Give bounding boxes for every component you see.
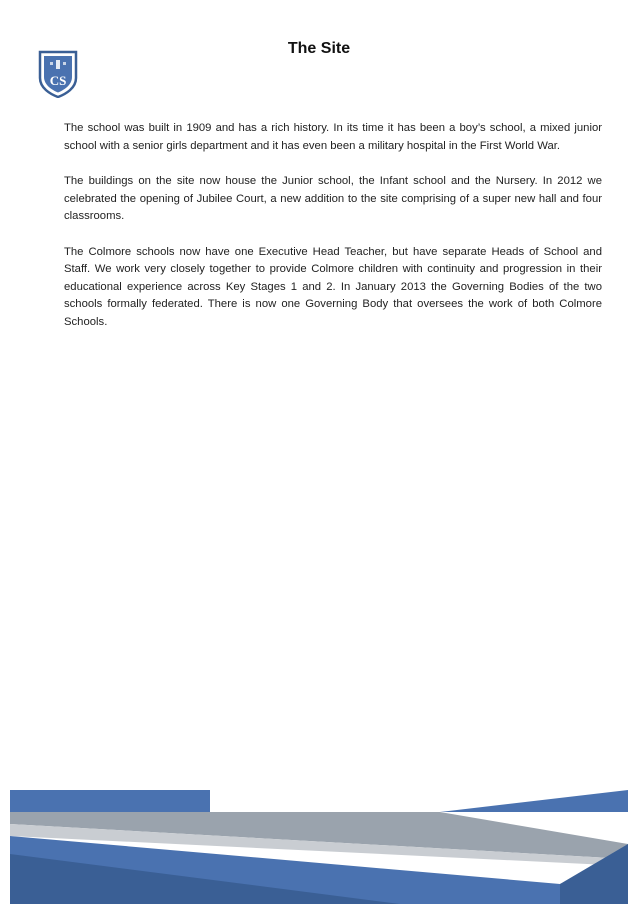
footer-banner-graphic <box>0 784 638 904</box>
page-title: The Site <box>287 40 351 57</box>
footer-top-band <box>10 790 210 812</box>
federation-paragraph: The Colmore schools now have one Executive Head Teacher, but have separate Heads of School and Staff. We work very closely together to provide Colmore children with continuity and progression in their educational experience across Key Stages 1 and 2. In January 2013 the Governing Bodies of the two schools formally federated. There is now one Governing Body that oversees the work of both Colmore Schools. <box>64 245 602 328</box>
body-text <box>64 120 602 349</box>
crest-letters: CS <box>49 73 67 88</box>
footer-top-band-right <box>440 790 628 812</box>
footer-decoration <box>0 784 638 904</box>
buildings-paragraph: The buildings on the site now house the Junior school, the Infant school and the Nursery. In 2012 we celebrated the opening of Jubilee Court, a new addition to the site comprising of a super new hall and four classrooms. <box>64 175 602 222</box>
history-paragraph: The school was built in 1909 and has a rich history. In its time it has been a boy’s school, a mixed junior school with a senior girls department and it has even been a military hospital in the First World War. <box>64 122 602 152</box>
